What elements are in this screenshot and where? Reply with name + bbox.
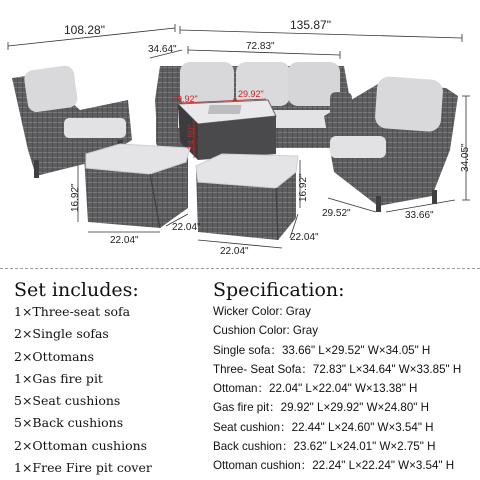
list-item: 1×Three-seat sofa: [14, 304, 131, 319]
specification-list: [213, 302, 461, 476]
dim-ottoman-left-width: 22.04": [110, 235, 139, 246]
list-item: Seat cushion：22.44" L×24.60" W×3.54" H: [213, 420, 434, 434]
right-ottoman: [196, 154, 298, 240]
list-item: 1×Gas fire pit: [14, 370, 103, 386]
list-item: Ottoman cushion：22.24" L×22.24" W×3.54" H: [213, 459, 455, 473]
list-item: Ottoman：22.04" L×22.04" W×13.38" H: [213, 382, 418, 396]
specification-title: Specification:: [213, 279, 345, 301]
list-item: Wicker Color: Gray: [213, 305, 311, 318]
list-item: 1×Free Fire pit cover: [14, 460, 152, 476]
list-item: Cushion Color: Gray: [213, 324, 319, 338]
set-includes-list: [14, 301, 152, 479]
list-item: Gas fire pit：29.92" L×29.92" W×24.80" H: [213, 401, 430, 415]
list-item: Back cushion：23.62" L×24.01" W×2.75" H: [213, 440, 436, 454]
list-item: 5×Back cushions: [14, 415, 124, 431]
dim-firepit-height: 24.80": [186, 124, 196, 150]
list-item: 5×Seat cushions: [14, 393, 121, 409]
list-item: 2×Ottoman cushions: [14, 437, 148, 453]
dim-ottoman-height-left: 16.92": [70, 183, 81, 212]
left-ottoman: [84, 144, 190, 228]
dim-sofa-depth: 34.64": [148, 44, 177, 55]
set-includes-title: Set includes:: [14, 279, 139, 301]
list-item: 2×Single sofas: [14, 326, 109, 342]
dim-ottoman-right-width: 22.04": [220, 246, 249, 257]
dim-single-sofa-diag: 108.28": [64, 23, 105, 37]
dim-chair-width: 33.66": [405, 210, 434, 221]
list-item: Three- Seat Sofa：72.83" L×34.64" W×33.85" H: [213, 362, 462, 376]
dim-overall-width: 135.87": [290, 18, 331, 32]
dim-firepit-side-b: 29.92": [238, 89, 264, 99]
dim-ottoman-height-right: 16.92": [298, 173, 309, 202]
dim-chair-height: 34.05": [460, 143, 471, 172]
dim-ottoman-right-depth: 22.04": [290, 232, 319, 243]
dim-chair-depth: 29.52": [322, 208, 351, 219]
section-divider: [0, 268, 480, 269]
dim-sofa-length: 72.83": [246, 41, 275, 52]
list-item: 2×Ottomans: [14, 348, 95, 364]
dim-ottoman-left-depth: 22.04": [172, 222, 201, 233]
list-item: Single sofa：33.66" L×29.52" W×34.05" H: [213, 343, 431, 357]
dim-firepit-side-a: 29.92": [172, 94, 198, 104]
